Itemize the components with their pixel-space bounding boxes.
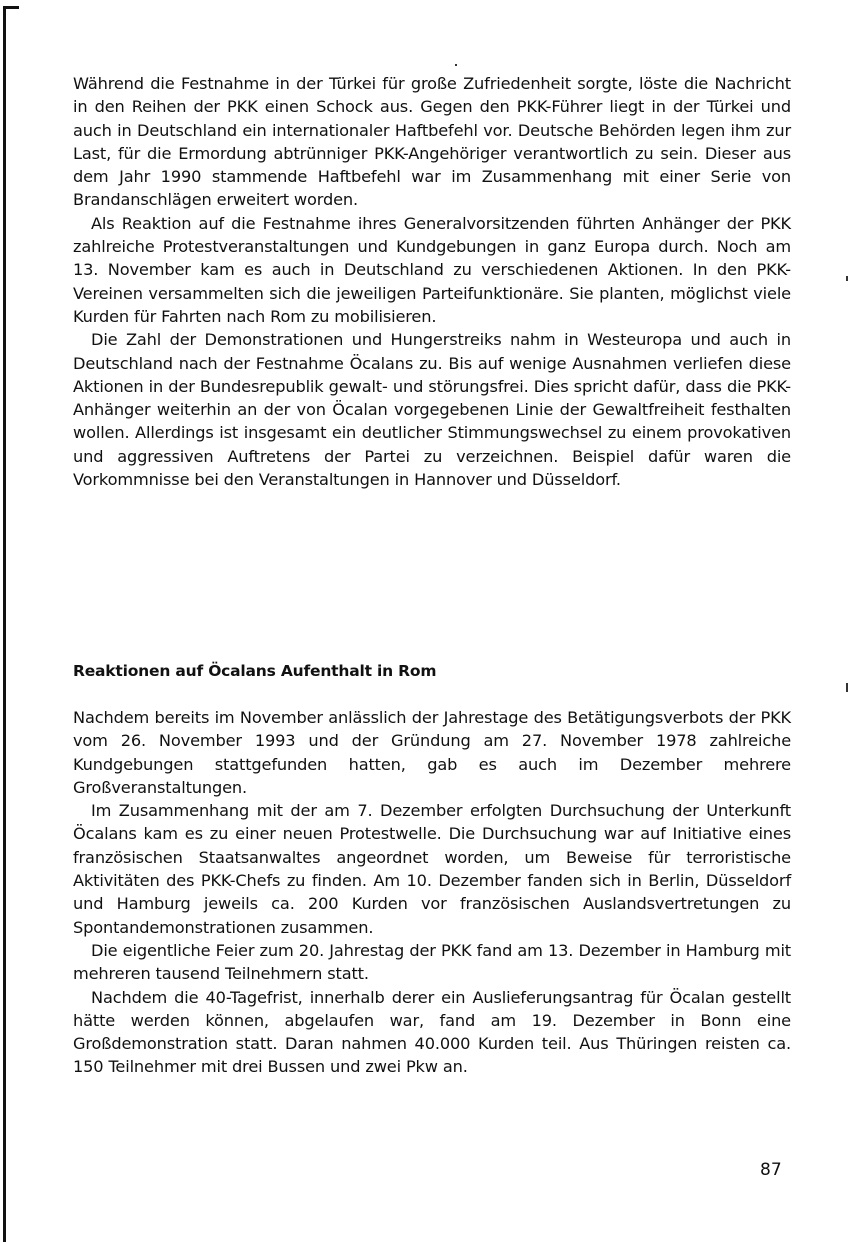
paragraph: Während die Festnahme in der Türkei für große Zufriedenheit sorgte, löste die Nachricht in den Reihen der PKK einen Schock aus. Gegen den PKK-Führer liegt in der Türkei und auch in Deutschland ein internationaler Haftbefehl vor. Deutsche Behörden legen ihm zur Last, für die Ermordung abtrünniger PKK-Angehöriger verantwortlich zu sein. Dieser aus dem Jahr 1990 stammende Haftbefehl war im Zusammenhang mit einer Serie von Brandanschlägen erweitert worden.	[73, 74, 791, 210]
scan-speck	[846, 276, 848, 281]
scan-edge-horizontal	[3, 6, 19, 9]
page-number: 87	[760, 1160, 782, 1180]
body-section-2	[73, 706, 791, 1079]
scan-edge-vertical	[3, 6, 6, 1242]
scan-speck	[846, 683, 848, 692]
scan-speck	[455, 64, 457, 66]
paragraph: Nachdem die 40-Tagefrist, innerhalb derer ein Auslieferungsantrag für Öcalan gestellt hätte werden können, abgelaufen war, fand am 19. Dezember in Bonn eine Großdemonstration statt. Daran nahmen 40.000 Kurden teil. Aus Thüringen reisten ca. 150 Teilnehmer mit drei Bussen und zwei Pkw an.	[73, 987, 791, 1077]
paragraph: Als Reaktion auf die Festnahme ihres Generalvorsitzenden führten Anhänger der PKK zahlreiche Protestveranstaltungen und Kundgebungen in ganz Europa durch. Noch am 13. November kam es auch in Deutschland zu verschiedenen Aktionen. In den PKK-Vereinen versammelten sich die jeweiligen Parteifunktionäre. Sie planten, möglichst viele Kurden für Fahrten nach Rom zu mobilisieren.	[73, 213, 791, 326]
section-heading: Reaktionen auf Öcalans Aufenthalt in Rom	[73, 662, 437, 680]
paragraph: Nachdem bereits im November anlässlich der Jahrestage des Betätigungsverbots der PKK vom 26. November 1993 und der Gründung am 27. November 1978 zahlreiche Kundgebungen stattgefunden hatten, gab es auch im Dezember mehrere Großveranstaltungen.	[73, 708, 791, 797]
paragraph: Die Zahl der Demonstrationen und Hungerstreiks nahm in Westeuropa und auch in Deutschland nach der Festnahme Öcalans zu. Bis auf wenige Ausnahmen verliefen diese Aktionen in der Bundesrepublik gewalt- und störungsfrei. Dies spricht dafür, dass die PKK-Anhänger weiterhin an der von Öcalan vorgegebenen Linie der Gewaltfreiheit festhalten wollen. Allerdings ist insgesamt ein deutlicher Stimmungswechsel zu einem provokativen und aggressiven Auftretens der Partei zu verzeichnen. Beispiel dafür waren die Vorkommnisse bei den Veranstaltungen in Hannover und Düsseldorf.	[73, 330, 791, 490]
paragraph: Im Zusammenhang mit der am 7. Dezember erfolgten Durchsuchung der Unterkunft Öcalans kam es zu einer neuen Protestwelle. Die Durchsuchung war auf Initiative eines französischen Staatsanwaltes angeordnet worden, um Beweise für terroristische Aktivitäten des PKK-Chefs zu finden. Am 10. Dezember fanden sich in Berlin, Düsseldorf und Hamburg jeweils ca. 200 Kurden vor französischen Auslandsvertretungen zu Spontandemonstrationen zusammen.	[73, 801, 791, 937]
body-section-1	[73, 72, 791, 491]
paragraph: Die eigentliche Feier zum 20. Jahrestag der PKK fand am 13. Dezember in Hamburg mit mehreren tausend Teilnehmern statt.	[73, 940, 791, 984]
